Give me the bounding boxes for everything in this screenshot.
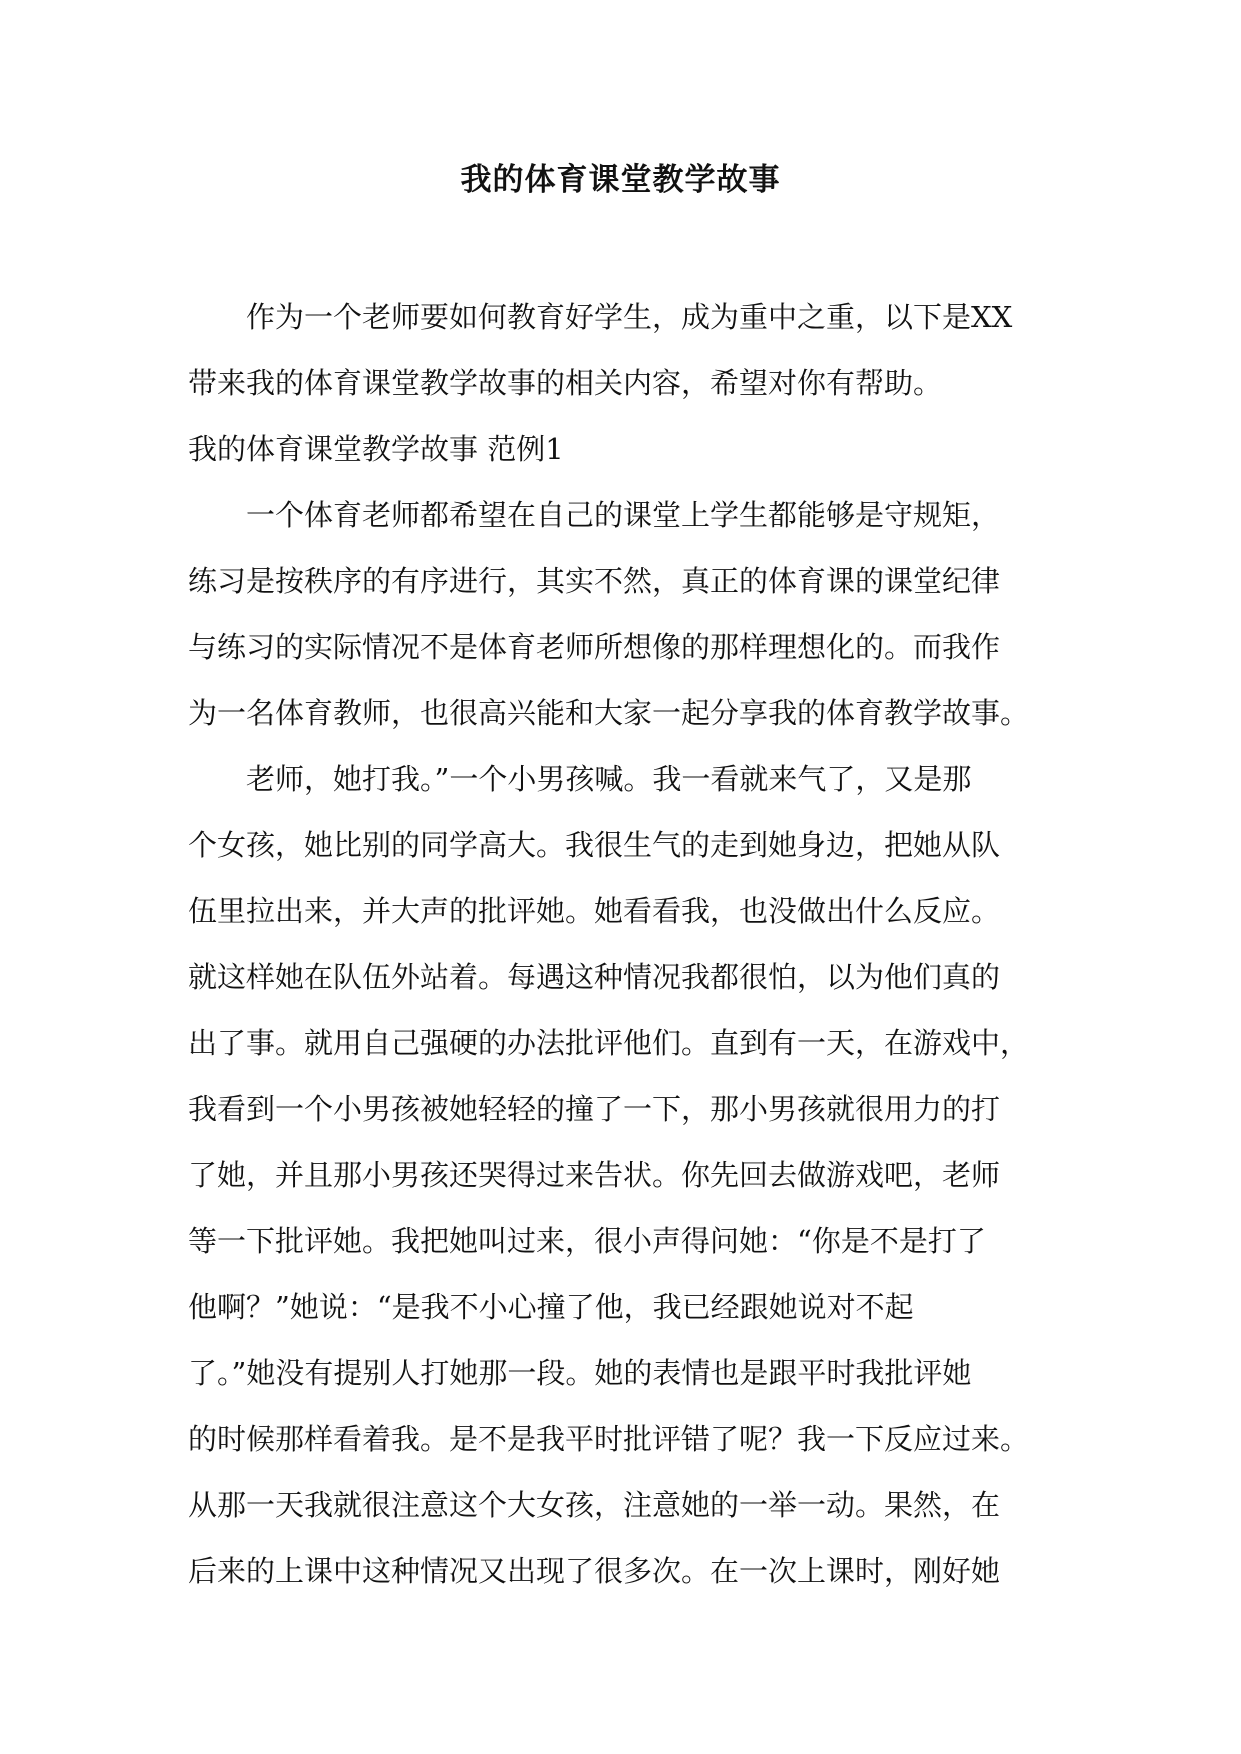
- text-line: 与练习的实际情况不是体育老师所想像的那样理想化的。而我作: [188, 630, 1001, 664]
- text-line: 我的体育课堂教学故事 范例1: [188, 432, 564, 466]
- text-line: 他啊？”她说：“是我不小心撞了他，我已经跟她说对不起: [188, 1290, 914, 1324]
- text-line: 伍里拉出来，并大声的批评她。她看看我，也没做出什么反应。: [188, 894, 1001, 928]
- text-line: 出了事。就用自己强硬的办法批评他们。直到有一天，在游戏中，: [188, 1026, 1030, 1060]
- text-line: 个女孩，她比别的同学高大。我很生气的走到她身边，把她从队: [188, 828, 1001, 862]
- text-line: 带来我的体育课堂教学故事的相关内容，希望对你有帮助。: [188, 366, 943, 400]
- text-line: 一个体育老师都希望在自己的课堂上学生都能够是守规矩，: [246, 498, 1001, 532]
- document-body: [188, 284, 1068, 1604]
- text-line: 为一名体育教师，也很高兴能和大家一起分享我的体育教学故事。: [188, 696, 1030, 730]
- text-line: 作为一个老师要如何教育好学生，成为重中之重，以下是XX: [246, 300, 1013, 334]
- text-line: 了。”她没有提别人打她那一段。她的表情也是跟平时我批评她: [188, 1356, 972, 1390]
- text-line: 从那一天我就很注意这个大女孩，注意她的一举一动。果然，在: [188, 1488, 1001, 1522]
- text-line: 就这样她在队伍外站着。每遇这种情况我都很怕，以为他们真的: [188, 960, 1001, 994]
- text-line: 了她，并且那小男孩还哭得过来告状。你先回去做游戏吧，老师: [188, 1158, 1001, 1192]
- text-line: 老师，她打我。”一个小男孩喊。我一看就来气了，又是那: [246, 762, 972, 796]
- text-line: 练习是按秩序的有序进行，其实不然，真正的体育课的课堂纪律: [188, 564, 1001, 598]
- text-line: 等一下批评她。我把她叫过来，很小声得问她：“你是不是打了: [188, 1224, 986, 1258]
- document-title: 我的体育课堂教学故事: [460, 162, 781, 198]
- text-line: 后来的上课中这种情况又出现了很多次。在一次上课时，刚好她: [188, 1554, 1001, 1588]
- text-line: 的时候那样看着我。是不是我平时批评错了呢？我一下反应过来。: [188, 1422, 1030, 1456]
- text-line: 我看到一个小男孩被她轻轻的撞了一下，那小男孩就很用力的打: [188, 1092, 1001, 1126]
